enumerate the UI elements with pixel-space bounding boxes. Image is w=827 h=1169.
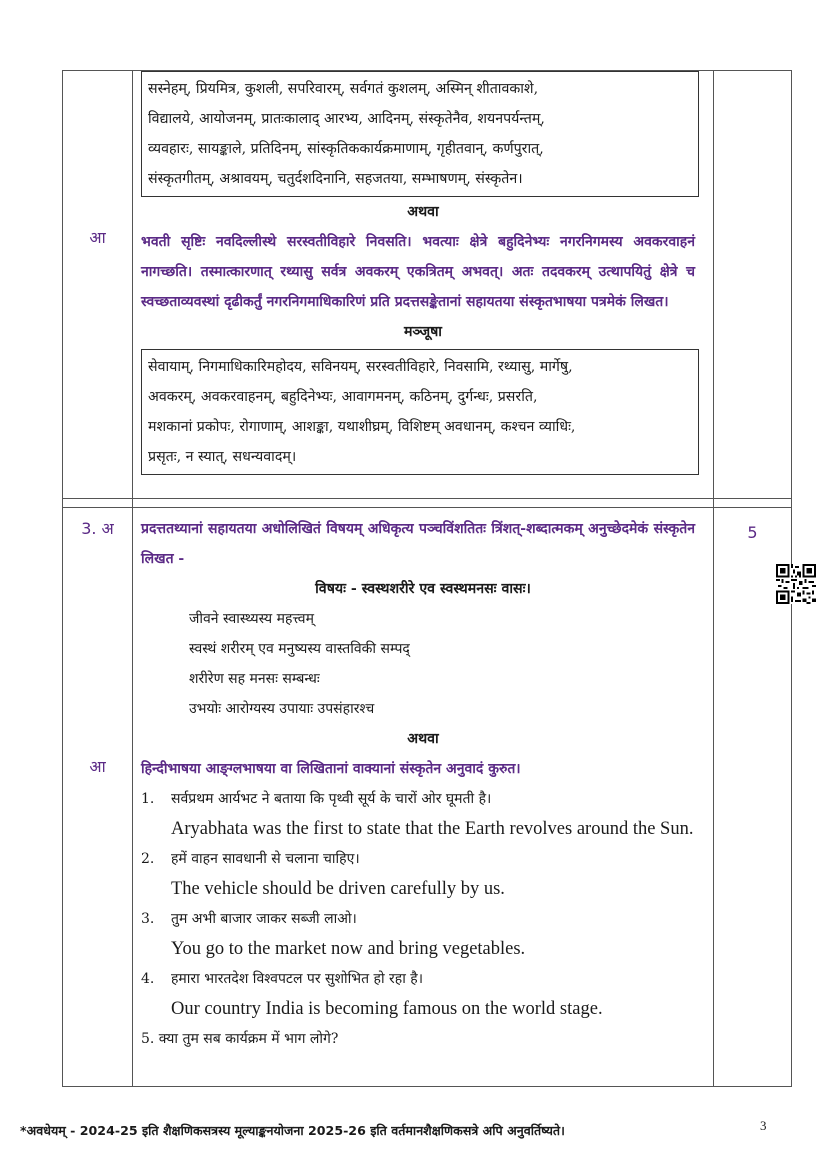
hint-line: प्रसृतः, न स्यात्, सधन्यवादम्। bbox=[148, 449, 297, 465]
item-number: 3. bbox=[141, 911, 155, 928]
athava-heading: अथवा bbox=[407, 731, 439, 748]
hint-box-2 bbox=[141, 349, 699, 475]
content-cell bbox=[133, 508, 714, 1087]
manjusha-heading: मञ्जूषा bbox=[404, 324, 442, 340]
item-number: 2. bbox=[141, 851, 155, 868]
point: शरीरेण सह मनसः सम्बन्धः bbox=[189, 671, 320, 688]
item-hindi: तुम अभी बाजार जाकर सब्जी लाओ। bbox=[171, 911, 357, 928]
question-table bbox=[62, 70, 792, 1087]
item-hindi: 5. क्या तुम सब कार्यक्रम में भाग लोगे? bbox=[141, 1031, 339, 1048]
item-hindi: सर्वप्रथम आर्यभट ने बताया कि पृथ्वी सूर्य के चारों ओर घूमती है। bbox=[171, 791, 492, 808]
section-3-row bbox=[63, 508, 792, 1087]
content-cell bbox=[133, 71, 714, 499]
page-number: 3 bbox=[760, 1118, 767, 1133]
question-number: 3. अ bbox=[81, 519, 114, 539]
item-number: 1. bbox=[141, 791, 155, 808]
athava-heading: अथवा bbox=[407, 204, 439, 220]
hint-line: सस्नेहम्, प्रियमित्र, कुशली, सपरिवारम्, सर्वगतं कुशलम्, अस्मिन् शीतावकाशे, bbox=[148, 81, 539, 97]
hint-line: संस्कृतगीतम्, अश्रावयम्, चतुर्दशदिनानि, सहजतया, सम्भाषणम्, संस्कृतेन। bbox=[148, 171, 523, 187]
item-english: You go to the market now and bring vegetables. bbox=[171, 939, 526, 960]
point: उभयोः आरोग्यस्य उपायाः उपसंहारश्च bbox=[189, 701, 375, 718]
option-aa-label: आ bbox=[89, 757, 106, 777]
hint-box-1 bbox=[141, 71, 699, 197]
section-2-row bbox=[63, 71, 792, 499]
translation-item bbox=[133, 1024, 713, 1054]
translation-question: हिन्दीभाषया आङ्ग्लभाषया वा लिखितानां वाक्यानां संस्कृतेन अनुवादं कुरुत। bbox=[141, 761, 521, 778]
spacer-row bbox=[63, 499, 792, 508]
option-aa-label: आ bbox=[89, 228, 106, 247]
point: स्वस्थं शरीरम् एव मनुष्यस्य वास्तविकी सम्पद् bbox=[189, 641, 410, 658]
translation-item bbox=[133, 904, 713, 934]
label-cell bbox=[63, 508, 133, 1087]
item-english: Our country India is becoming famous on the world stage. bbox=[171, 999, 603, 1020]
marks-value: 5 bbox=[747, 523, 758, 543]
hint-line: विद्यालये, आयोजनम्, प्रातःकालाद् आरभ्य, आदिनम्, संस्कृतेनैव, शयनपर्यन्तम्, bbox=[148, 111, 545, 127]
item-number: 4. bbox=[141, 971, 155, 988]
qr-code-icon bbox=[776, 564, 816, 604]
item-english: The vehicle should be driven carefully by us. bbox=[171, 879, 505, 900]
hint-line: व्यवहारः, सायङ्काले, प्रतिदिनम्, सांस्कृतिककार्यक्रमाणाम्, गृहीतवान्, कर्णपुरात्, bbox=[148, 141, 544, 157]
paragraph-question: प्रदत्ततथ्यानां सहायतया अधोलिखितं विषयम् अधिकृत्य पञ्चविंशतितः त्रिंशत्-शब्दात्मकम् अनुच्छेदमेकं संस्कृतेन लिखत - bbox=[141, 521, 695, 568]
item-hindi: हमें वाहन सावधानी से चलाना चाहिए। bbox=[171, 851, 360, 868]
subject-line: विषयः - स्वस्थशरीरे एव स्वस्थमनसः वासः। bbox=[315, 581, 531, 598]
item-hindi: हमारा भारतदेश विश्वपटल पर सुशोभित हो रहा है। bbox=[171, 971, 424, 988]
marks-cell bbox=[714, 71, 792, 499]
hint-line: अवकरम्, अवकरवाहनम्, बहुदिनेभ्यः, आवागमनम्, कठिनम्, दुर्गन्धः, प्रसरति, bbox=[148, 389, 538, 405]
hint-line: मशकानां प्रकोपः, रोगाणाम्, आशङ्का, यथाशीघ्रम्, विशिष्टम् अवधानम्, कश्चन व्याधिः, bbox=[148, 419, 576, 435]
letter-question: भवती सृष्टिः नवदिल्लीस्थे सरस्वतीविहारे निवसति। भवत्याः क्षेत्रे बहुदिनेभ्यः नगरनिगमस्य अवकरवाहनं नागच्छति। तस्मात्कारणात् रथ्यासु सर्वत्र अवकरम् एकत्रितम् अभवत्। अतः तदवकरम् उत्थापयितुं क्षेत्रे च स्वच्छताव्यवस्थां दृढीकर्तुं नगरनिगमाधिकारिणं प्रति प्रदत्तसङ्केतानां सहायतया संस्कृतभाषया पत्रमेकं लिखत। bbox=[141, 234, 695, 310]
translation-item bbox=[133, 844, 713, 874]
point: जीवने स्वास्थ्यस्य महत्त्वम् bbox=[189, 611, 314, 628]
hint-line: सेवायाम्, निगमाधिकारिमहोदय, सविनयम्, सरस्वतीविहारे, निवसामि, रथ्यासु, मार्गेषु, bbox=[148, 359, 573, 375]
item-english: Aryabhata was the first to state that the Earth revolves around the Sun. bbox=[171, 819, 694, 840]
label-cell bbox=[63, 71, 133, 499]
footer-note: *अवधेयम् - 2024-25 इति शैक्षणिकसत्रस्य मूल्याङ्कनयोजना 2025-26 इति वर्तमानशैक्षणिकसत्रे अपि अनुवर्तिष्यते। bbox=[20, 1123, 565, 1138]
translation-item bbox=[133, 964, 713, 994]
translation-item bbox=[133, 784, 713, 814]
